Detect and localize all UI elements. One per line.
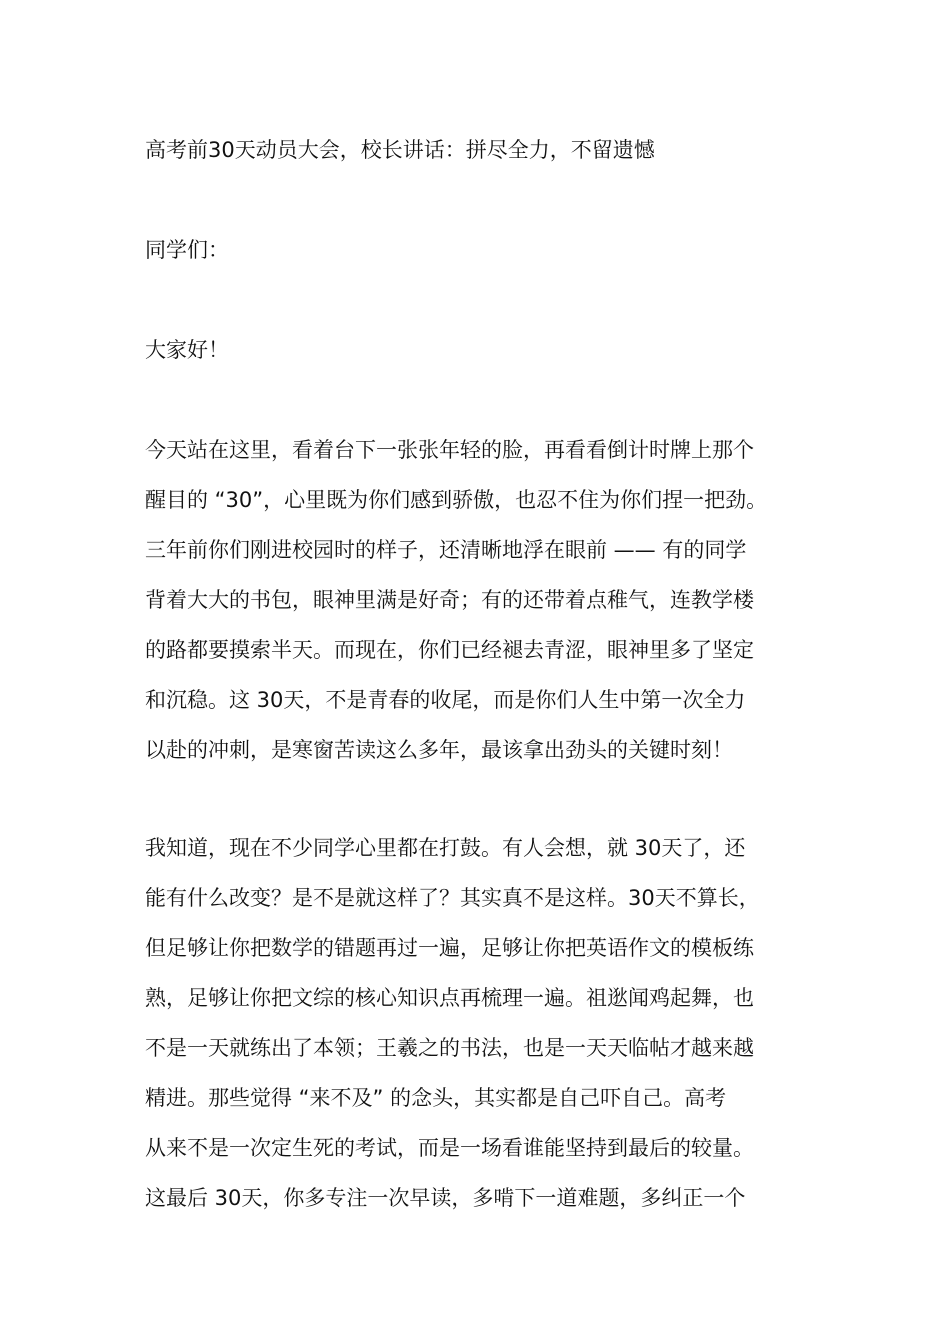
paragraph-line: 这最后 30天，你多专注一次早读，多啃下一道难题，多纠正一个 — [145, 1186, 746, 1210]
document-title: 高考前30天动员大会，校长讲话：拼尽全力，不留遗憾 — [145, 138, 655, 162]
paragraph-line: 能有什么改变？是不是就这样了？其实真不是这样。30天不算长， — [145, 886, 760, 910]
paragraph-line: 和沉稳。这 30天，不是青春的收尾，而是你们人生中第一次全力 — [145, 688, 746, 712]
paragraph-line: 但足够让你把数学的错题再过一遍，足够让你把英语作文的模板练 — [145, 936, 754, 960]
salutation: 大家好！ — [145, 338, 229, 362]
paragraph-line: 以赴的冲刺，是寒窗苦读这么多年，最该拿出劲头的关键时刻！ — [145, 738, 733, 762]
paragraph-line: 熟，足够让你把文综的核心知识点再梳理一遍。祖逖闻鸡起舞，也 — [145, 986, 754, 1010]
paragraph-line: 不是一天就练出了本领；王羲之的书法，也是一天天临帖才越来越 — [145, 1036, 754, 1060]
paragraph-line: 背着大大的书包，眼神里满是好奇；有的还带着点稚气，连教学楼 — [145, 588, 754, 612]
paragraph-line: 醒目的 “30”，心里既为你们感到骄傲，也忍不住为你们捏一把劲。 — [145, 488, 768, 512]
paragraph-line: 我知道，现在不少同学心里都在打鼓。有人会想，就 30天了，还 — [145, 836, 746, 860]
paragraph-line: 的路都要摸索半天。而现在，你们已经褪去青涩，眼神里多了坚定 — [145, 638, 754, 662]
greeting: 同学们： — [145, 238, 229, 262]
paragraph-line: 今天站在这里，看着台下一张张年轻的脸，再看看倒计时牌上那个 — [145, 438, 754, 462]
paragraph-line: 从来不是一次定生死的考试，而是一场看谁能坚持到最后的较量。 — [145, 1136, 754, 1160]
paragraph-line: 三年前你们刚进校园时的样子，还清晰地浮在眼前 —— 有的同学 — [145, 538, 747, 562]
paragraph-line: 精进。那些觉得 “来不及” 的念头，其实都是自己吓自己。高考 — [145, 1086, 727, 1110]
